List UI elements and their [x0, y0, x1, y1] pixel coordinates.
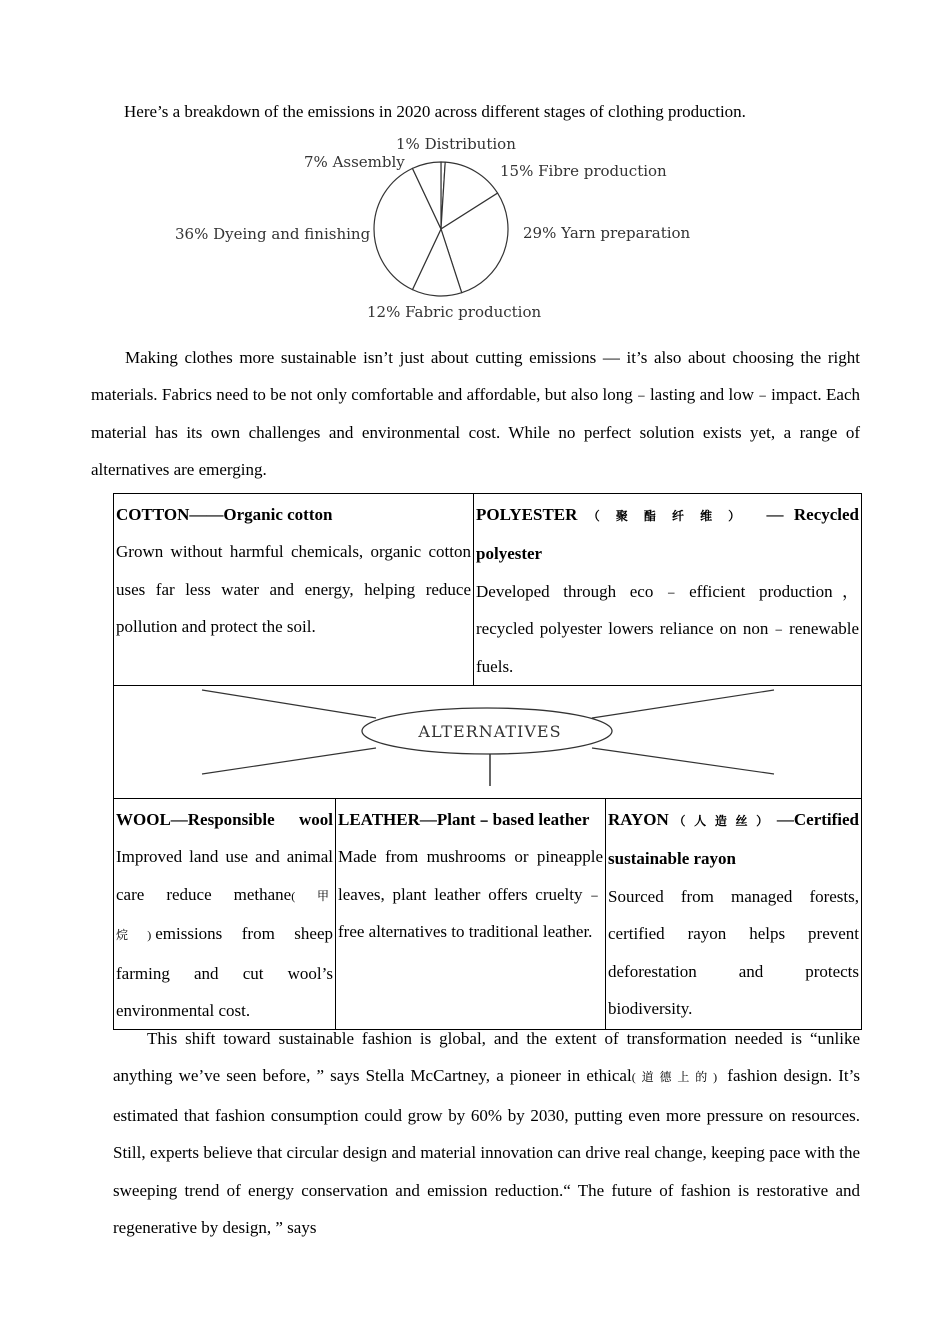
- polyester-title-en: POLYESTER: [476, 505, 578, 524]
- leather-cell: [336, 799, 606, 1030]
- pie-label-assembly: 7% Assembly: [304, 153, 405, 171]
- cotton-cell: [114, 494, 474, 686]
- wool-body-b: emissions from sheep farming and cut wool’s environmental cost.: [116, 924, 333, 1021]
- alternatives-label: ALTERNATIVES: [418, 722, 562, 742]
- cotton-body: Grown without harmful chemicals, organic cotton uses far less water and energy, helping reduce pollution and protect the soil.: [116, 542, 472, 637]
- pie-label-distribution: 1% Distribution: [396, 135, 516, 153]
- diagram-line-top-right: [592, 690, 774, 718]
- rayon-body: Sourced from managed forests, certified rayon helps prevent deforestation and protects biodiversity.: [608, 886, 860, 1019]
- polyester-title: [476, 496, 859, 573]
- wool-title: WOOL—Responsible wool: [116, 810, 333, 830]
- rayon-title-rest: —Certified sustainable rayon: [608, 810, 860, 869]
- rayon-title-en: RAYON: [608, 810, 669, 830]
- rayon-title: [608, 801, 859, 878]
- pie-slices: [374, 162, 508, 296]
- rayon-cell: [606, 799, 862, 1030]
- closing-text-b: fashion design. It’s estimated that fashion consumption could grow by 60% by 2030, putting even more pressure on resources. Still, experts believe that circular design and material innovation can drive real change, keeping pace with the sweeping trend of energy conservation and emission reduction.“ The future of fashion is restorative and regenerative by design, ” says: [113, 1066, 860, 1238]
- closing-cn: (道德上的): [631, 1070, 722, 1085]
- alternatives-diagram-cell: [114, 686, 862, 799]
- closing-text-a: This shift toward sustainable fashion is global, and the extent of transformation needed is “unlike anything we’ve seen before, ” says Stella McCartney, a pioneer in ethical: [113, 1029, 860, 1086]
- diagram-line-bottom-left: [202, 748, 376, 774]
- intro-text: Here’s a breakdown of the emissions in 2020 across different stages of clothing production.: [124, 102, 746, 121]
- diagram-line-top-left: [202, 690, 376, 718]
- pie-svg: [170, 132, 710, 324]
- table-row: [114, 799, 862, 1030]
- pie-label-fabric-production: 12% Fabric production: [367, 303, 542, 321]
- emissions-pie-chart: [170, 132, 710, 324]
- leather-title: LEATHER—Plant﹣based leather: [338, 810, 590, 830]
- diagram-line-bottom-right: [592, 748, 774, 774]
- table-row: [114, 494, 862, 686]
- materials-table: [113, 493, 862, 1030]
- pie-label-fibre-production: 15% Fibre production: [500, 162, 667, 180]
- pie-label-yarn-preparation: 29% Yarn preparation: [523, 224, 691, 242]
- wool-cn: (甲烷): [116, 888, 334, 943]
- polyester-body: Developed through eco﹣efficient production， recycled polyester lowers reliance on non﹣renewable fuels.: [476, 581, 860, 676]
- cotton-title: COTTON——Organic cotton: [116, 505, 333, 524]
- leather-body: Made from mushrooms or pineapple leaves, plant leather offers cruelty﹣free alternatives to traditional leather.: [338, 847, 604, 942]
- rayon-title-cn: （人造丝）: [668, 814, 777, 829]
- materials-paragraph: Making clothes more sustainable isn’t just about cutting emissions — it’s also about choosing the right materials. Fabrics need to be not only comfortable and affordable, but also long﹣lasting and low﹣impact. Each material has its own challenges and environmental cost. While no perfect solution exists yet, a range of alternatives are emerging.: [91, 348, 860, 480]
- wool-body-a: Improved land use and animal care reduce methane: [116, 847, 333, 904]
- pie-label-dyeing-and-finishing: 36% Dyeing and finishing: [175, 225, 371, 243]
- table-row: [114, 686, 862, 799]
- polyester-cell: [474, 494, 862, 686]
- closing-paragraph: [113, 1020, 860, 1246]
- alternatives-diagram: [114, 686, 860, 798]
- polyester-title-rest: — Recycled polyester: [476, 505, 860, 564]
- wool-cell: [114, 799, 336, 1030]
- polyester-title-cn: （聚酯纤维）: [587, 509, 757, 523]
